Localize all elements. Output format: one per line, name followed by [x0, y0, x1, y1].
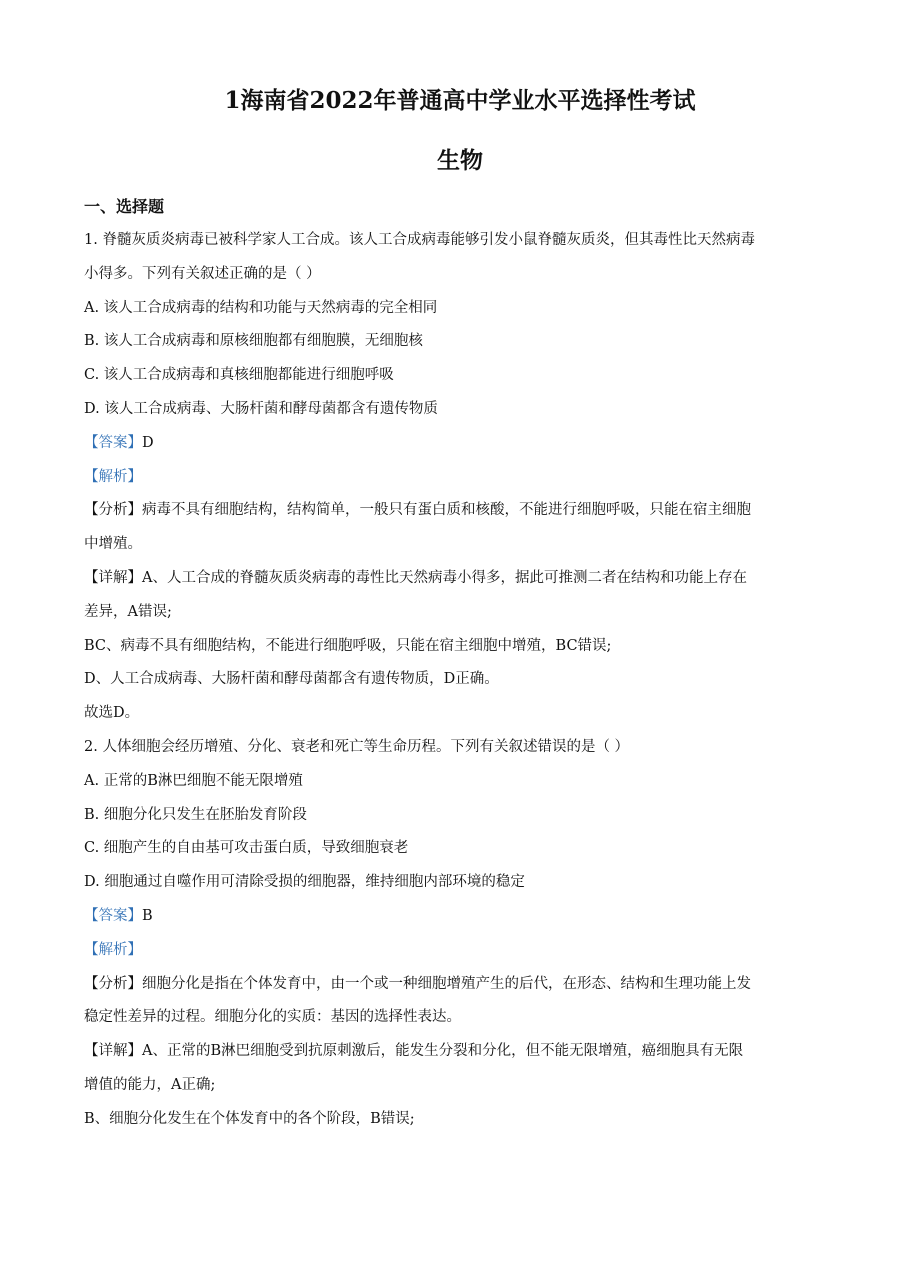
q2-line-b: B、细胞分化发生在个体发育中的各个阶段，B错误; [84, 1110, 415, 1127]
q2-fenxi-text: 细胞分化是指在个体发育中，由一个或一种细胞增殖产生的后代，在形态、结构和生理功能上发 [142, 975, 751, 992]
q2-option-b: B. 细胞分化只发生在胚胎发育阶段 [84, 806, 307, 823]
question-2 [84, 731, 824, 1137]
q1-fenxi-text: 病毒不具有细胞结构，结构简单，一般只有蛋白质和核酸，不能进行细胞呼吸，只能在宿主细胞 [142, 502, 751, 519]
q2-answer-value: B [142, 907, 153, 924]
q1-line-d: D、人工合成病毒、大肠杆菌和酵母菌都含有遗传物质，D正确。 [84, 671, 499, 688]
q1-fenxi-line-1 [84, 494, 824, 528]
section-heading: 一、选择题 [84, 197, 165, 216]
q1-fenxi-line-2: 中增殖。 [84, 536, 142, 553]
q1-line-bc: BC、病毒不具有细胞结构，不能进行细胞呼吸，只能在宿主细胞中增殖，BC错误; [84, 637, 612, 654]
q1-xiangjie-line-1 [84, 562, 824, 596]
q2-xiangjie-line-2: 增值的能力，A正确; [84, 1076, 216, 1093]
q1-option-b: B. 该人工合成病毒和原核细胞都有细胞膜，无细胞核 [84, 333, 423, 350]
xiangjie-label: 【详解】 [84, 1043, 142, 1060]
q1-xiangjie-text: A、人工合成的脊髓灰质炎病毒的毒性比天然病毒小得多，据此可推测二者在结构和功能上存在 [142, 569, 747, 586]
q1-option-a: A. 该人工合成病毒的结构和功能与天然病毒的完全相同 [84, 299, 438, 316]
q1-option-c: C. 该人工合成病毒和真核细胞都能进行细胞呼吸 [84, 367, 394, 384]
q1-answer [84, 427, 824, 461]
q2-analysis-heading [84, 934, 824, 968]
q1-xiangjie-line-2: 差异，A错误; [84, 603, 172, 620]
q2-xiangjie-line-1 [84, 1035, 824, 1069]
question-1 [84, 224, 824, 731]
q2-fenxi-line-1 [84, 968, 824, 1002]
q2-fenxi-line-2: 稳定性差异的过程。细胞分化的实质：基因的选择性表达。 [84, 1009, 461, 1026]
q1-stem-line-1: 1. 脊髓灰质炎病毒已被科学家人工合成。该人工合成病毒能够引发小鼠脊髓灰质炎，但其毒性比天然病毒 [84, 232, 755, 248]
answer-label: 【答案】 [84, 434, 142, 451]
analysis-label: 【解析】 [84, 468, 142, 485]
q1-answer-value: D [142, 434, 154, 451]
q2-answer [84, 900, 824, 934]
q2-option-c: C. 细胞产生的自由基可攻击蛋白质，导致细胞衰老 [84, 840, 409, 857]
q1-option-d: D. 该人工合成病毒、大肠杆菌和酵母菌都含有遗传物质 [84, 400, 438, 417]
document-page [84, 84, 824, 1137]
xiangjie-label: 【详解】 [84, 569, 142, 586]
q1-analysis-heading [84, 461, 824, 495]
page-subtitle: 生物 [437, 147, 483, 174]
answer-label: 【答案】 [84, 907, 142, 924]
q2-stem: 2. 人体细胞会经历增殖、分化、衰老和死亡等生命历程。下列有关叙述错误的是（ ） [84, 738, 630, 755]
page-title: 1海南省2022年普通高中学业水平选择性考试 [224, 87, 696, 114]
q2-option-a: A. 正常的B淋巴细胞不能无限增殖 [84, 772, 303, 789]
fenxi-label: 【分析】 [84, 975, 142, 992]
q2-xiangjie-text: A、正常的B淋巴细胞受到抗原刺激后，能发生分裂和分化，但不能无限增殖，癌细胞具有无限 [142, 1043, 744, 1060]
q1-conclusion: 故选D。 [84, 705, 140, 722]
analysis-label: 【解析】 [84, 941, 142, 958]
q1-stem-line-2: 小得多。下列有关叙述正确的是（ ） [84, 265, 321, 282]
fenxi-label: 【分析】 [84, 502, 142, 519]
q2-option-d: D. 细胞通过自噬作用可清除受损的细胞器，维持细胞内部环境的稳定 [84, 874, 525, 891]
